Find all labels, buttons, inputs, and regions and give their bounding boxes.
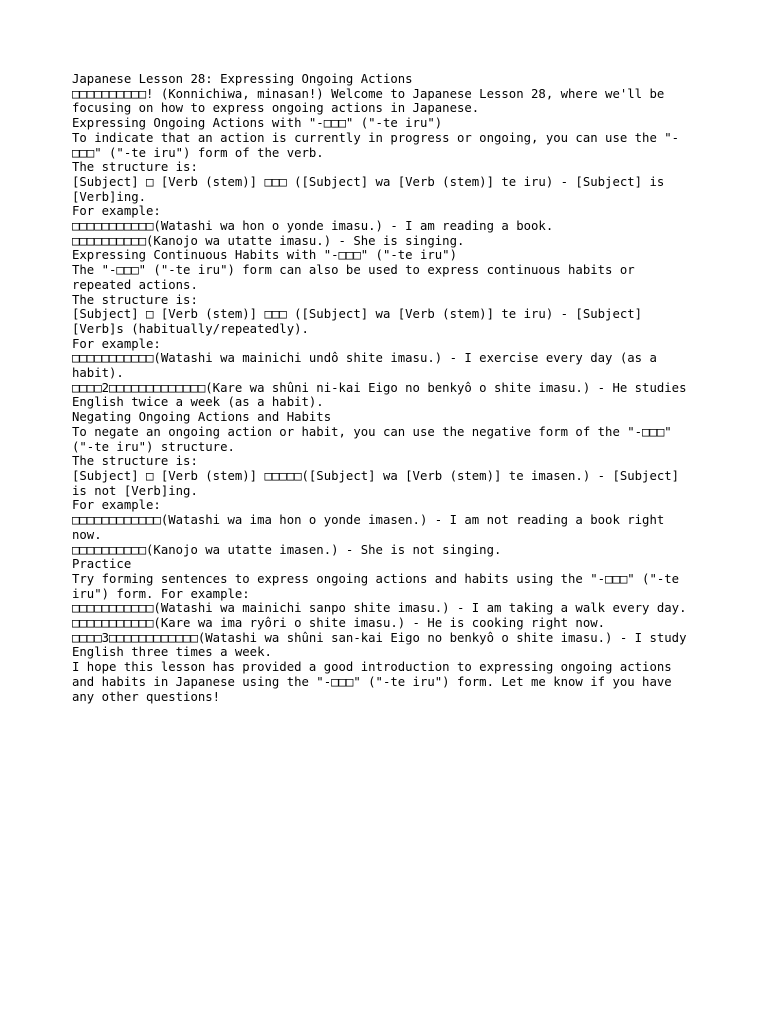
structure-habits: [Subject] □ [Verb (stem)] □□□ ([Subject] wa [Verb (stem)] te iru) - [Subject] [Verb]s (habitually/repeatedly). bbox=[72, 307, 650, 336]
lesson-title: Japanese Lesson 28: Expressing Ongoing Actions bbox=[72, 72, 413, 86]
intro-paragraph: □□□□□□□□□□! (Konnichiwa, minasan!) Welcome to Japanese Lesson 28, where we'll be focusing on how to express ongoing actions in Japanese. bbox=[72, 86, 672, 116]
example-label: For example: bbox=[72, 336, 161, 351]
section-heading-practice: Practice bbox=[72, 557, 132, 572]
example-sentence: □□□□□□□□□□□(Watashi wa mainichi undô shite imasu.) - I exercise every day (as a habit). bbox=[72, 351, 665, 381]
document-page bbox=[72, 72, 700, 704]
structure-label: The structure is: bbox=[72, 454, 198, 469]
example-sentence: □□□□□□□□□□□(Watashi wa hon o yonde imasu.) - I am reading a book. bbox=[72, 219, 554, 234]
section-heading-ongoing: Expressing Ongoing Actions with "-□□□" ("-te iru") bbox=[72, 116, 443, 131]
section-heading-negating: Negating Ongoing Actions and Habits bbox=[72, 410, 332, 425]
habits-explanation: The "-□□□" ("-te iru") form can also be used to express continuous habits or repeated actions. bbox=[72, 263, 643, 292]
structure-negating: [Subject] □ [Verb (stem)] □□□□□([Subject] wa [Verb (stem)] te imasen.) - [Subject] is not [Verb]ing. bbox=[72, 468, 687, 498]
example-label: For example: bbox=[72, 498, 161, 513]
example-sentence: □□□□□□□□□□□(Watashi wa mainichi sanpo shite imasu.) - I am taking a walk every day. bbox=[72, 601, 687, 616]
structure-label: The structure is: bbox=[72, 160, 198, 175]
structure-label: The structure is: bbox=[72, 292, 198, 307]
example-label: For example: bbox=[72, 204, 161, 219]
section-heading-habits: Expressing Continuous Habits with "-□□□" ("-te iru") bbox=[72, 248, 457, 263]
negating-explanation: To negate an ongoing action or habit, you can use the negative form of the "-□□□" ("-te iru") structure. bbox=[72, 424, 680, 454]
structure-ongoing: [Subject] □ [Verb (stem)] □□□ ([Subject] wa [Verb (stem)] te iru) - [Subject] is [Verb]ing. bbox=[72, 174, 672, 204]
example-sentence: □□□□□□□□□□□□(Watashi wa ima hon o yonde imasen.) - I am not reading a book right now. bbox=[72, 513, 672, 542]
practice-explanation: Try forming sentences to express ongoing actions and habits using the "-□□□" ("-te iru") form. For example: bbox=[72, 571, 687, 601]
example-sentence: □□□□3□□□□□□□□□□□□(Watashi wa shûni san-kai Eigo no benkyô o shite imasu.) - I study English three times a week. bbox=[72, 630, 694, 660]
ongoing-explanation: To indicate that an action is currently in progress or ongoing, you can use the "-□□□" ("-te iru") form of the verb. bbox=[72, 130, 680, 160]
example-sentence: □□□□□□□□□□□(Kare wa ima ryôri o shite imasu.) - He is cooking right now. bbox=[72, 616, 606, 631]
closing-paragraph: I hope this lesson has provided a good introduction to expressing ongoing actions and habits in Japanese using the "-□□□" ("-te iru") form. Let me know if you have any other questions! bbox=[72, 660, 680, 704]
example-sentence: □□□□□□□□□□(Kanojo wa utatte imasen.) - She is not singing. bbox=[72, 542, 502, 557]
example-sentence: □□□□2□□□□□□□□□□□□□(Kare wa shûni ni-kai Eigo no benkyô o shite imasu.) - He studies English twice a week (as a habit). bbox=[72, 380, 694, 410]
example-sentence: □□□□□□□□□□(Kanojo wa utatte imasu.) - She is singing. bbox=[72, 233, 465, 248]
